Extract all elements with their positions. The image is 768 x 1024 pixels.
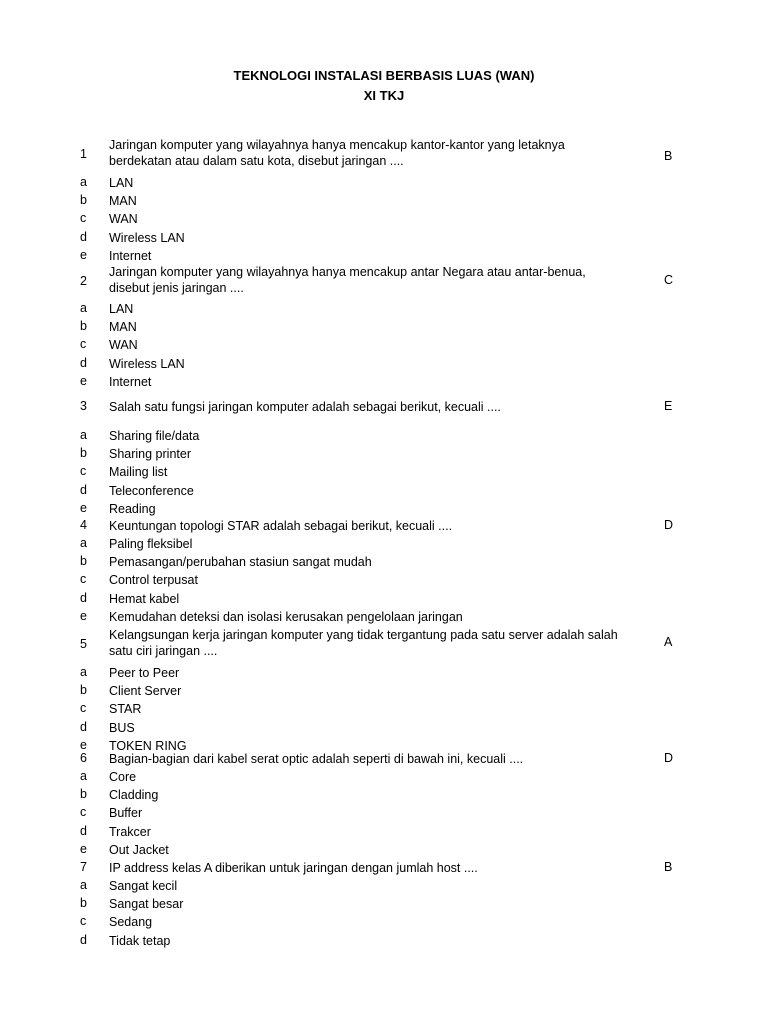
option-letter: e bbox=[80, 608, 87, 623]
document-title: TEKNOLOGI INSTALASI BERBASIS LUAS (WAN) bbox=[233, 68, 535, 83]
option-letter: a bbox=[80, 769, 87, 783]
option-text: Buffer bbox=[109, 806, 143, 821]
option-text: Sharing printer bbox=[109, 447, 191, 462]
option-text: Sharing file/data bbox=[109, 429, 200, 443]
option-text: Wireless LAN bbox=[109, 230, 185, 245]
option-letter: a bbox=[80, 536, 87, 550]
document-subtitle: XI TKJ bbox=[363, 88, 405, 103]
option-text: TOKEN RING bbox=[109, 738, 187, 753]
option-text: Reading bbox=[109, 501, 156, 516]
option-text: LAN bbox=[109, 176, 134, 190]
option-text: WAN bbox=[109, 212, 138, 227]
option-text: Paling fleksibel bbox=[109, 537, 193, 551]
option-letter: a bbox=[80, 665, 87, 679]
option-text: Tidak tetap bbox=[109, 933, 171, 948]
question-number: 4 bbox=[80, 518, 87, 532]
option-text: Internet bbox=[109, 248, 152, 263]
option-letter: c bbox=[80, 572, 87, 587]
option-letter: b bbox=[80, 787, 87, 802]
option-text: Internet bbox=[109, 374, 152, 389]
option-letter: b bbox=[80, 319, 87, 334]
option-letter: a bbox=[80, 428, 87, 442]
question-number: 7 bbox=[80, 860, 87, 874]
option-letter: b bbox=[80, 554, 87, 569]
option-letter: d bbox=[80, 823, 87, 838]
question-text: Salah satu fungsi jaringan komputer adalah sebagai berikut, kecuali .... bbox=[109, 400, 501, 414]
option-letter: b bbox=[80, 446, 87, 461]
option-text: Sangat besar bbox=[109, 897, 184, 912]
option-letter: c bbox=[80, 914, 87, 929]
question-number: 5 bbox=[80, 637, 87, 651]
option-letter: a bbox=[80, 878, 87, 892]
option-text: Core bbox=[109, 770, 137, 784]
option-text: Peer to Peer bbox=[109, 666, 180, 680]
question-number: 2 bbox=[80, 274, 87, 288]
option-letter: c bbox=[80, 701, 87, 716]
answer-key: B bbox=[664, 860, 673, 874]
option-letter: d bbox=[80, 482, 87, 497]
question-text: Jaringan komputer yang wilayahnya hanya mencakup kantor-kantor yang letaknya berdekatan atau dalam satu kota, disebut jaringan .... bbox=[109, 138, 565, 168]
option-text: Kemudahan deteksi dan isolasi kerusakan pengelolaan jaringan bbox=[109, 609, 463, 624]
question-number: 1 bbox=[80, 147, 87, 161]
question-text: Bagian-bagian dari kabel serat optic adalah seperti di bawah ini, kecuali .... bbox=[109, 752, 524, 766]
option-text: LAN bbox=[109, 302, 134, 316]
option-letter: e bbox=[80, 373, 87, 388]
option-text: Out Jacket bbox=[109, 842, 169, 857]
answer-key: D bbox=[664, 751, 674, 765]
option-letter: d bbox=[80, 355, 87, 370]
option-letter: b bbox=[80, 683, 87, 698]
option-letter: a bbox=[80, 175, 87, 189]
option-letter: e bbox=[80, 247, 87, 262]
answer-key: D bbox=[664, 518, 674, 532]
option-text: STAR bbox=[109, 702, 142, 717]
answer-key: E bbox=[664, 399, 673, 413]
option-text: BUS bbox=[109, 720, 135, 735]
option-letter: a bbox=[80, 301, 87, 315]
option-letter: c bbox=[80, 464, 87, 479]
answer-key: A bbox=[664, 635, 673, 649]
option-letter: e bbox=[80, 500, 87, 515]
answer-key: C bbox=[664, 273, 674, 287]
option-text: MAN bbox=[109, 320, 137, 335]
question-number: 3 bbox=[80, 399, 87, 413]
option-text: Sedang bbox=[109, 915, 153, 930]
option-letter: d bbox=[80, 229, 87, 244]
option-text: Teleconference bbox=[109, 483, 194, 498]
question-text: IP address kelas A diberikan untuk jaringan dengan jumlah host .... bbox=[109, 861, 478, 875]
option-letter: e bbox=[80, 737, 87, 752]
question-text: Kelangsungan kerja jaringan komputer yang tidak tergantung pada satu server adalah salah satu ciri jaringan .... bbox=[109, 628, 618, 658]
option-letter: d bbox=[80, 932, 87, 947]
option-text: Hemat kabel bbox=[109, 591, 180, 606]
option-letter: b bbox=[80, 896, 87, 911]
option-text: Cladding bbox=[109, 788, 159, 803]
option-text: Sangat kecil bbox=[109, 879, 178, 893]
option-letter: c bbox=[80, 805, 87, 820]
question-text: Jaringan komputer yang wilayahnya hanya mencakup antar Negara atau antar-benua, disebut jenis jaringan .... bbox=[109, 265, 586, 295]
question-number: 6 bbox=[80, 751, 87, 765]
option-letter: e bbox=[80, 841, 87, 856]
option-text: Client Server bbox=[109, 684, 182, 699]
option-letter: c bbox=[80, 337, 87, 352]
answer-key: B bbox=[664, 149, 673, 163]
option-letter: c bbox=[80, 211, 87, 226]
question-text: Keuntungan topologi STAR adalah sebagai berikut, kecuali .... bbox=[109, 519, 453, 533]
option-text: Wireless LAN bbox=[109, 356, 185, 371]
option-text: Control terpusat bbox=[109, 573, 198, 588]
option-text: MAN bbox=[109, 194, 137, 209]
option-text: Mailing list bbox=[109, 465, 168, 480]
option-text: Pemasangan/perubahan stasiun sangat mudah bbox=[109, 555, 372, 570]
option-text: Trakcer bbox=[109, 824, 151, 839]
option-letter: d bbox=[80, 719, 87, 734]
option-letter: d bbox=[80, 590, 87, 605]
option-text: WAN bbox=[109, 338, 138, 353]
option-letter: b bbox=[80, 193, 87, 208]
